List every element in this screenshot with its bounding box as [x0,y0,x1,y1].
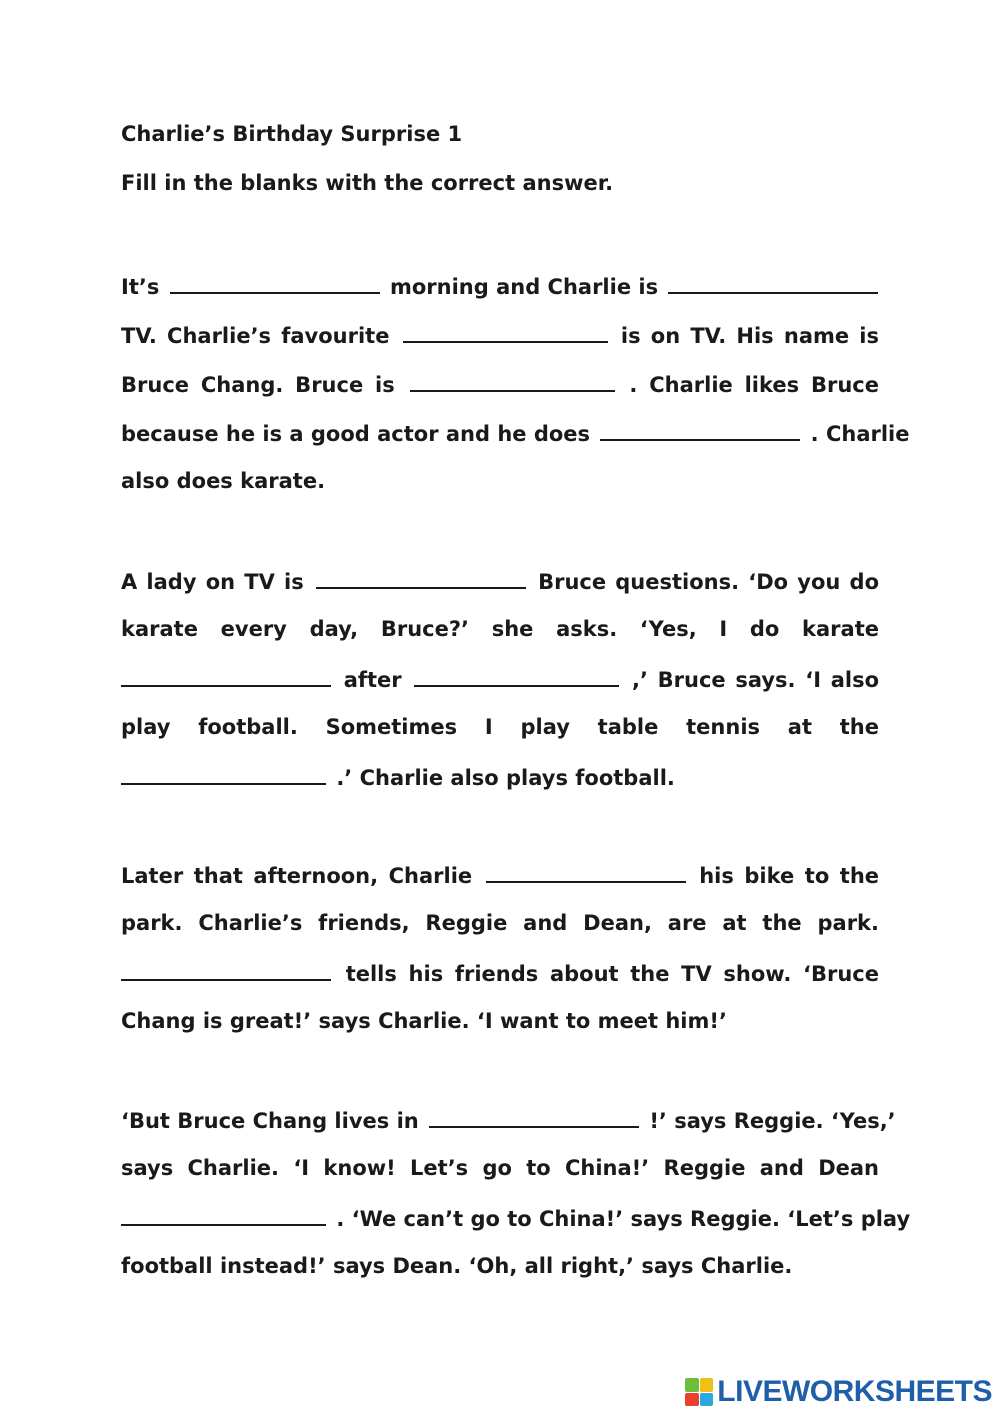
worksheet-instructions: Fill in the blanks with the correct answer. [121,171,614,195]
text-line [121,663,879,712]
text-segment: A lady on TV is [121,570,304,594]
text-segment: morning and Charlie is [389,275,659,299]
text-segment: .’ Charlie also plays football. [336,766,675,790]
liveworksheets-logo-icon [685,1378,713,1406]
answer-blank[interactable] [486,859,686,883]
answer-blank[interactable] [316,565,526,589]
text-segment: tells his friends about the TV show. ‘Bruce [345,962,879,986]
answer-blank[interactable] [429,1104,639,1128]
worksheet-title: Charlie’s Birthday Surprise 1 [121,122,463,146]
text-segment: TV. Charlie’s favourite [121,324,390,348]
paragraph-3 [121,859,879,1055]
text-segment: . Charlie [810,422,910,446]
answer-blank[interactable] [668,270,878,294]
text-segment: Bruce Chang. Bruce is [121,373,395,397]
text-line [121,368,879,417]
answer-blank[interactable] [410,368,615,392]
liveworksheets-logo [685,1375,992,1409]
text-line [121,712,879,761]
text-segment: ‘But Bruce Chang lives in [121,1109,419,1133]
answer-blank[interactable] [121,1202,326,1226]
text-segment: says Charlie. ‘I know! Let’s go to China!’ Reggie and Dean [121,1156,879,1180]
text-segment: . Charlie likes Bruce [629,373,879,397]
text-segment: ,’ Bruce says. ‘I also [632,668,879,692]
text-segment: It’s [121,275,160,299]
text-line [121,859,879,908]
text-line [121,1104,896,1153]
text-segment: Chang is great!’ says Charlie. ‘I want to meet him!’ [121,1009,727,1033]
answer-blank[interactable] [121,663,331,687]
text-line [121,319,879,368]
answer-blank[interactable] [414,663,619,687]
text-line [121,565,879,614]
text-segment: Bruce questions. ‘Do you do [538,570,879,594]
text-segment: football instead!’ says Dean. ‘Oh, all right,’ says Charlie. [121,1254,793,1278]
text-line [121,908,879,957]
text-segment: after [343,668,402,692]
text-line [121,417,910,466]
text-segment: Later that afternoon, Charlie [121,864,473,888]
text-line [121,614,879,663]
answer-blank[interactable] [121,957,331,981]
paragraph-4 [121,1104,911,1300]
paragraph-2 [121,565,879,810]
text-line [121,1006,879,1055]
text-segment: . ‘We can’t go to China!’ says Reggie. ‘Let’s play [336,1207,911,1231]
text-line [121,1202,911,1251]
answer-blank[interactable] [600,417,800,441]
text-segment: also does karate. [121,469,326,493]
text-line [121,761,879,810]
text-segment: because he is a good actor and he does [121,422,591,446]
answer-blank[interactable] [121,761,326,785]
paragraph-1 [121,270,910,515]
answer-blank[interactable] [170,270,380,294]
logo-text: LIVEWORKSHEETS [717,1375,992,1408]
text-segment: park. Charlie’s friends, Reggie and Dean, are at the park. [121,911,879,935]
text-line [121,957,879,1006]
text-line [121,1251,879,1300]
text-segment: is on TV. His name is [620,324,880,348]
text-segment: play football. Sometimes I play table tennis at the [121,715,879,739]
text-line [121,270,879,319]
text-segment: his bike to the [699,864,880,888]
answer-blank[interactable] [403,319,608,343]
text-segment: !’ says Reggie. ‘Yes,’ [649,1109,896,1133]
text-line [121,1153,879,1202]
text-line [121,466,879,515]
text-segment: karate every day, Bruce?’ she asks. ‘Yes, I do karate [121,617,879,641]
